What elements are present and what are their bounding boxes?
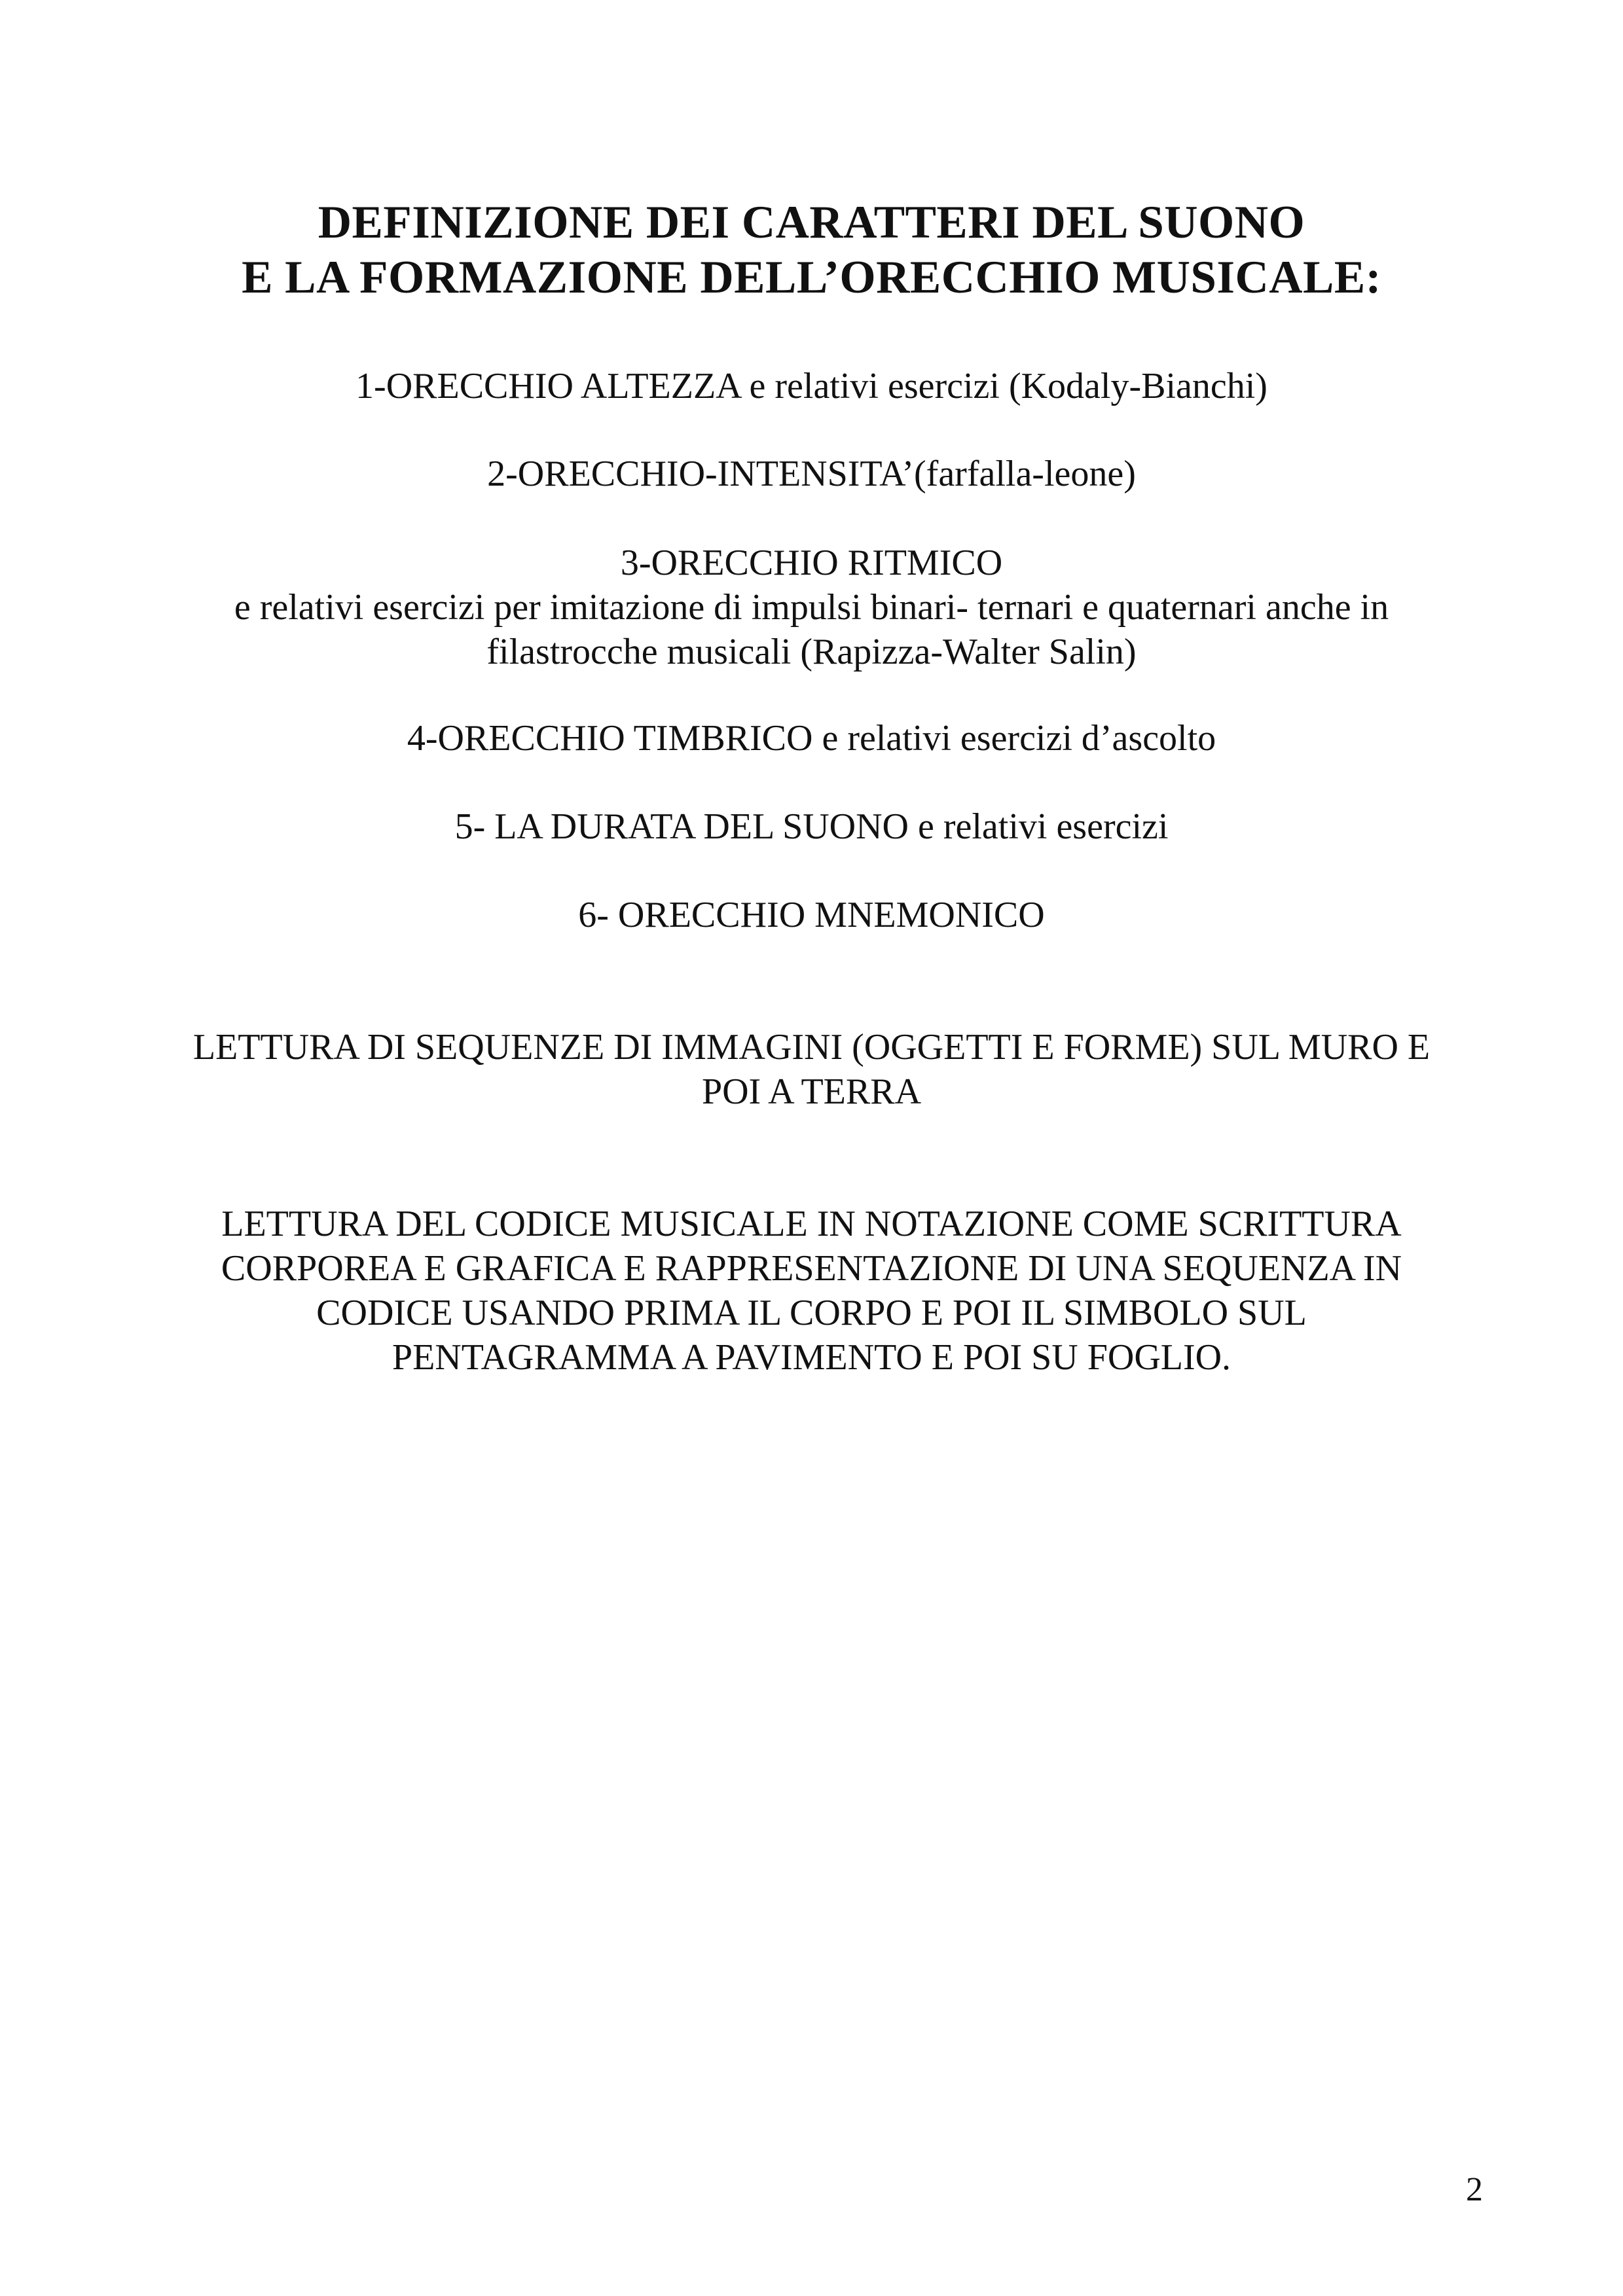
list-item-text: e relativi esercizi per imitazione di impulsi binari- ternari e quaternari anche in [234,587,1389,628]
list-item-heading: 3-ORECCHIO RITMICO [620,543,1003,583]
page-title [0,195,1623,305]
paragraph-line: PENTAGRAMMA A PAVIMENTO E POI SU FOGLIO. [392,1337,1231,1378]
list-item-durata-suono [151,804,1472,849]
title-line-2: E LA FORMAZIONE DELL’ORECCHIO MUSICALE: [242,252,1381,303]
paragraph-lettura-codice [151,1202,1472,1380]
paragraph-line: LETTURA DI SEQUENZE DI IMMAGINI (OGGETTI E FORME) SUL MURO E [192,1027,1431,1067]
list-item-orecchio-mnemonico [151,893,1472,937]
list-item-orecchio-intensita [151,452,1472,496]
paragraph-line: CODICE USANDO PRIMA IL CORPO E POI IL SIMBOLO SUL [316,1293,1307,1333]
list-item-text: 2-ORECCHIO-INTENSITA’(farfalla-leone) [487,454,1136,494]
list-item-orecchio-altezza [151,364,1472,408]
page-number: 2 [1466,2171,1483,2208]
list-item-orecchio-timbrico [151,716,1472,761]
paragraph-line: LETTURA DEL CODICE MUSICALE IN NOTAZIONE COME SCRITTURA [221,1204,1402,1244]
paragraph-line: CORPOREA E GRAFICA E RAPPRESENTAZIONE DI UNA SEQUENZA IN [221,1248,1402,1289]
title-line-1: DEFINIZIONE DEI CARATTERI DEL SUONO [318,197,1305,248]
list-item-text: 1-ORECCHIO ALTEZZA e relativi esercizi (Kodaly-Bianchi) [356,366,1267,406]
paragraph-line: POI A TERRA [701,1071,922,1112]
list-item-text: 6- ORECCHIO MNEMONICO [578,895,1045,935]
list-item-text: 5- LA DURATA DEL SUONO e relativi esercizi [454,806,1169,847]
list-item-orecchio-ritmico [151,541,1472,674]
list-item-text: 4-ORECCHIO TIMBRICO e relativi esercizi d’ascolto [407,718,1216,759]
list-item-text: filastrocche musicali (Rapizza-Walter Salin) [486,632,1137,672]
paragraph-lettura-sequenze [151,1025,1472,1114]
